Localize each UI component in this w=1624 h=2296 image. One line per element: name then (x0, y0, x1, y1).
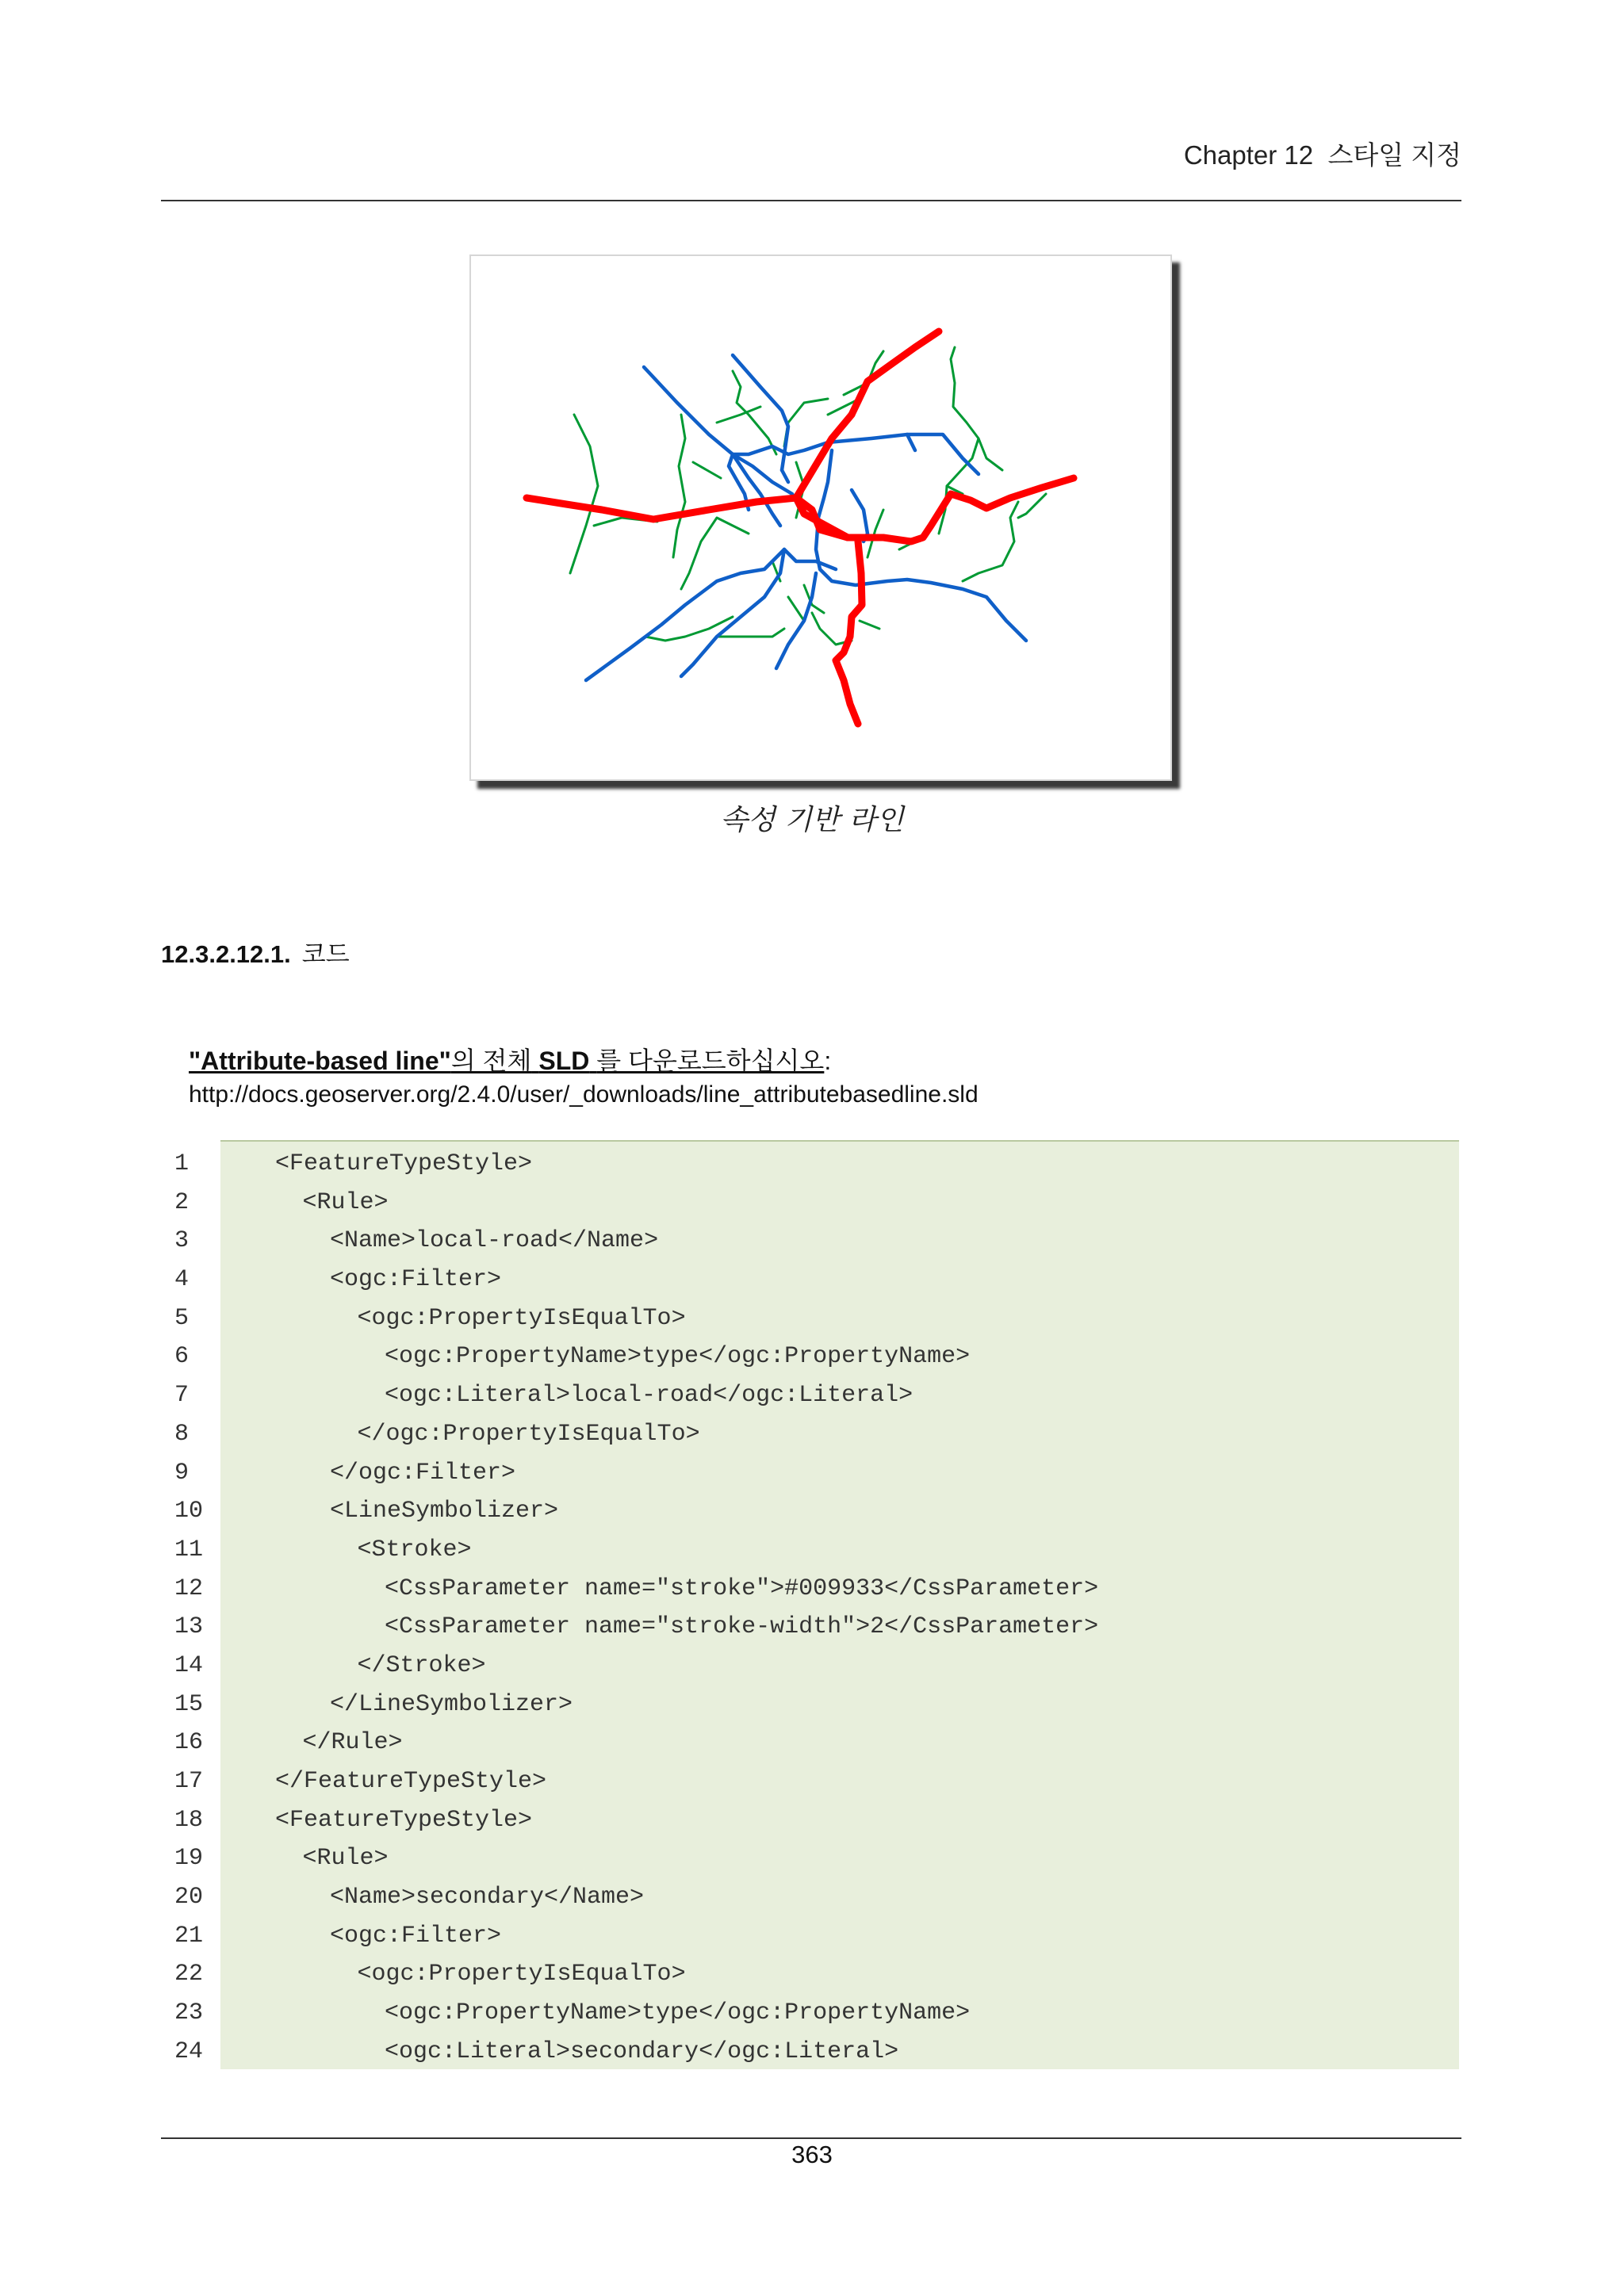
code-line (0, 1415, 1624, 1454)
code-text: <Name>local-road</Name> (330, 1227, 659, 1255)
line-number: 3 (174, 1227, 190, 1255)
line-number: 7 (174, 1382, 190, 1410)
line-number: 20 (174, 1884, 204, 1911)
code-line (0, 2033, 1624, 2072)
code-line (0, 1492, 1624, 1531)
code-text: <ogc:PropertyName>type</ogc:PropertyName> (385, 1343, 971, 1371)
code-text: <FeatureTypeStyle> (275, 1150, 533, 1177)
code-text: </Rule> (302, 1729, 403, 1757)
code-line (0, 1608, 1624, 1647)
code-text: </ogc:PropertyIsEqualTo> (357, 1420, 700, 1448)
code-line (0, 1454, 1624, 1493)
code-line (0, 1299, 1624, 1338)
code-text: <FeatureTypeStyle> (275, 1806, 533, 1834)
code-line (0, 1917, 1624, 1956)
line-number: 5 (174, 1304, 190, 1332)
page-number: 363 (791, 2141, 833, 2168)
running-header (1184, 135, 1461, 172)
line-number: 4 (174, 1266, 190, 1294)
download-url[interactable]: http://docs.geoserver.org/2.4.0/user/_downloads/line_attributebasedline.sld (189, 1081, 979, 1108)
section-heading (161, 934, 350, 970)
code-line (0, 1222, 1624, 1261)
line-number: 22 (174, 1961, 204, 1988)
line-number: 21 (174, 1922, 204, 1950)
code-listing (0, 1145, 1624, 2072)
code-text: <ogc:PropertyIsEqualTo> (357, 1961, 686, 1988)
line-number: 9 (174, 1459, 190, 1487)
header-chapter: Chapter 12 (1183, 140, 1314, 170)
line-number: 19 (174, 1845, 204, 1873)
code-text: <ogc:PropertyName>type</ogc:PropertyName> (385, 1999, 971, 2027)
line-number: 15 (174, 1690, 204, 1718)
local-road-lines (570, 347, 1046, 645)
code-text: <ogc:Literal>local-road</ogc:Literal> (385, 1382, 914, 1410)
download-sentence (189, 1041, 831, 1077)
code-line (0, 1724, 1624, 1762)
code-text: <ogc:PropertyIsEqualTo> (357, 1304, 686, 1332)
code-line (0, 1570, 1624, 1609)
code-text: <ogc:Filter> (330, 1266, 502, 1294)
code-text: <LineSymbolizer> (330, 1498, 559, 1525)
code-line (0, 1145, 1624, 1184)
code-line (0, 1184, 1624, 1223)
code-text: </Stroke> (357, 1651, 486, 1679)
line-number: 12 (174, 1575, 204, 1602)
download-text-2: 를 다운로드하십시오 (596, 1047, 825, 1075)
line-number: 1 (174, 1150, 190, 1177)
footer-rule (161, 2137, 1461, 2139)
line-number: 2 (174, 1188, 190, 1216)
line-number: 11 (174, 1536, 204, 1563)
code-text: <CssParameter name="stroke">#009933</CssParameter> (385, 1575, 1099, 1602)
map-figure (469, 254, 1172, 781)
code-line (0, 1839, 1624, 1878)
download-colon: : (824, 1047, 832, 1075)
line-number: 14 (174, 1651, 204, 1679)
header-title: 스타일 지정 (1327, 140, 1461, 170)
code-text: <Rule> (302, 1188, 389, 1216)
code-line (0, 1801, 1624, 1840)
code-text: </FeatureTypeStyle> (275, 1768, 547, 1795)
line-number: 24 (174, 2038, 204, 2065)
line-number: 18 (174, 1806, 204, 1834)
header-rule (161, 200, 1461, 201)
line-number: 13 (174, 1613, 204, 1641)
code-text: <Rule> (302, 1845, 389, 1873)
code-line (0, 1647, 1624, 1686)
code-line (0, 1762, 1624, 1801)
code-text: </LineSymbolizer> (330, 1690, 573, 1718)
figure-caption: 속성 기반 라인 (720, 804, 904, 836)
road-map-illustration (471, 256, 1170, 779)
code-line (0, 1878, 1624, 1917)
line-number: 23 (174, 1999, 204, 2027)
download-link-label: "Attribute-based line" (189, 1047, 451, 1075)
code-line (0, 1337, 1624, 1376)
download-sld-word: SLD (538, 1047, 590, 1075)
line-number: 8 (174, 1420, 190, 1448)
code-line (0, 1955, 1624, 1994)
code-text: <Stroke> (357, 1536, 472, 1563)
code-text: <ogc:Literal>secondary</ogc:Literal> (385, 2038, 899, 2065)
code-text: </ogc:Filter> (330, 1459, 516, 1487)
line-number: 10 (174, 1498, 204, 1525)
download-sld-link[interactable] (189, 1047, 824, 1075)
line-number: 6 (174, 1343, 190, 1371)
code-text: <CssParameter name="stroke-width">2</CssParameter> (385, 1613, 1099, 1641)
code-text: <Name>secondary</Name> (330, 1884, 645, 1911)
code-line (0, 1261, 1624, 1299)
line-number: 16 (174, 1729, 204, 1757)
code-line (0, 1994, 1624, 2033)
line-number: 17 (174, 1768, 204, 1795)
section-number: 12.3.2.12.1. (161, 940, 291, 968)
code-line (0, 1531, 1624, 1570)
code-line (0, 1376, 1624, 1415)
code-line (0, 1686, 1624, 1724)
section-title: 코드 (301, 940, 350, 968)
code-text: <ogc:Filter> (330, 1922, 502, 1950)
download-text-1: 의 전체 (450, 1047, 532, 1075)
